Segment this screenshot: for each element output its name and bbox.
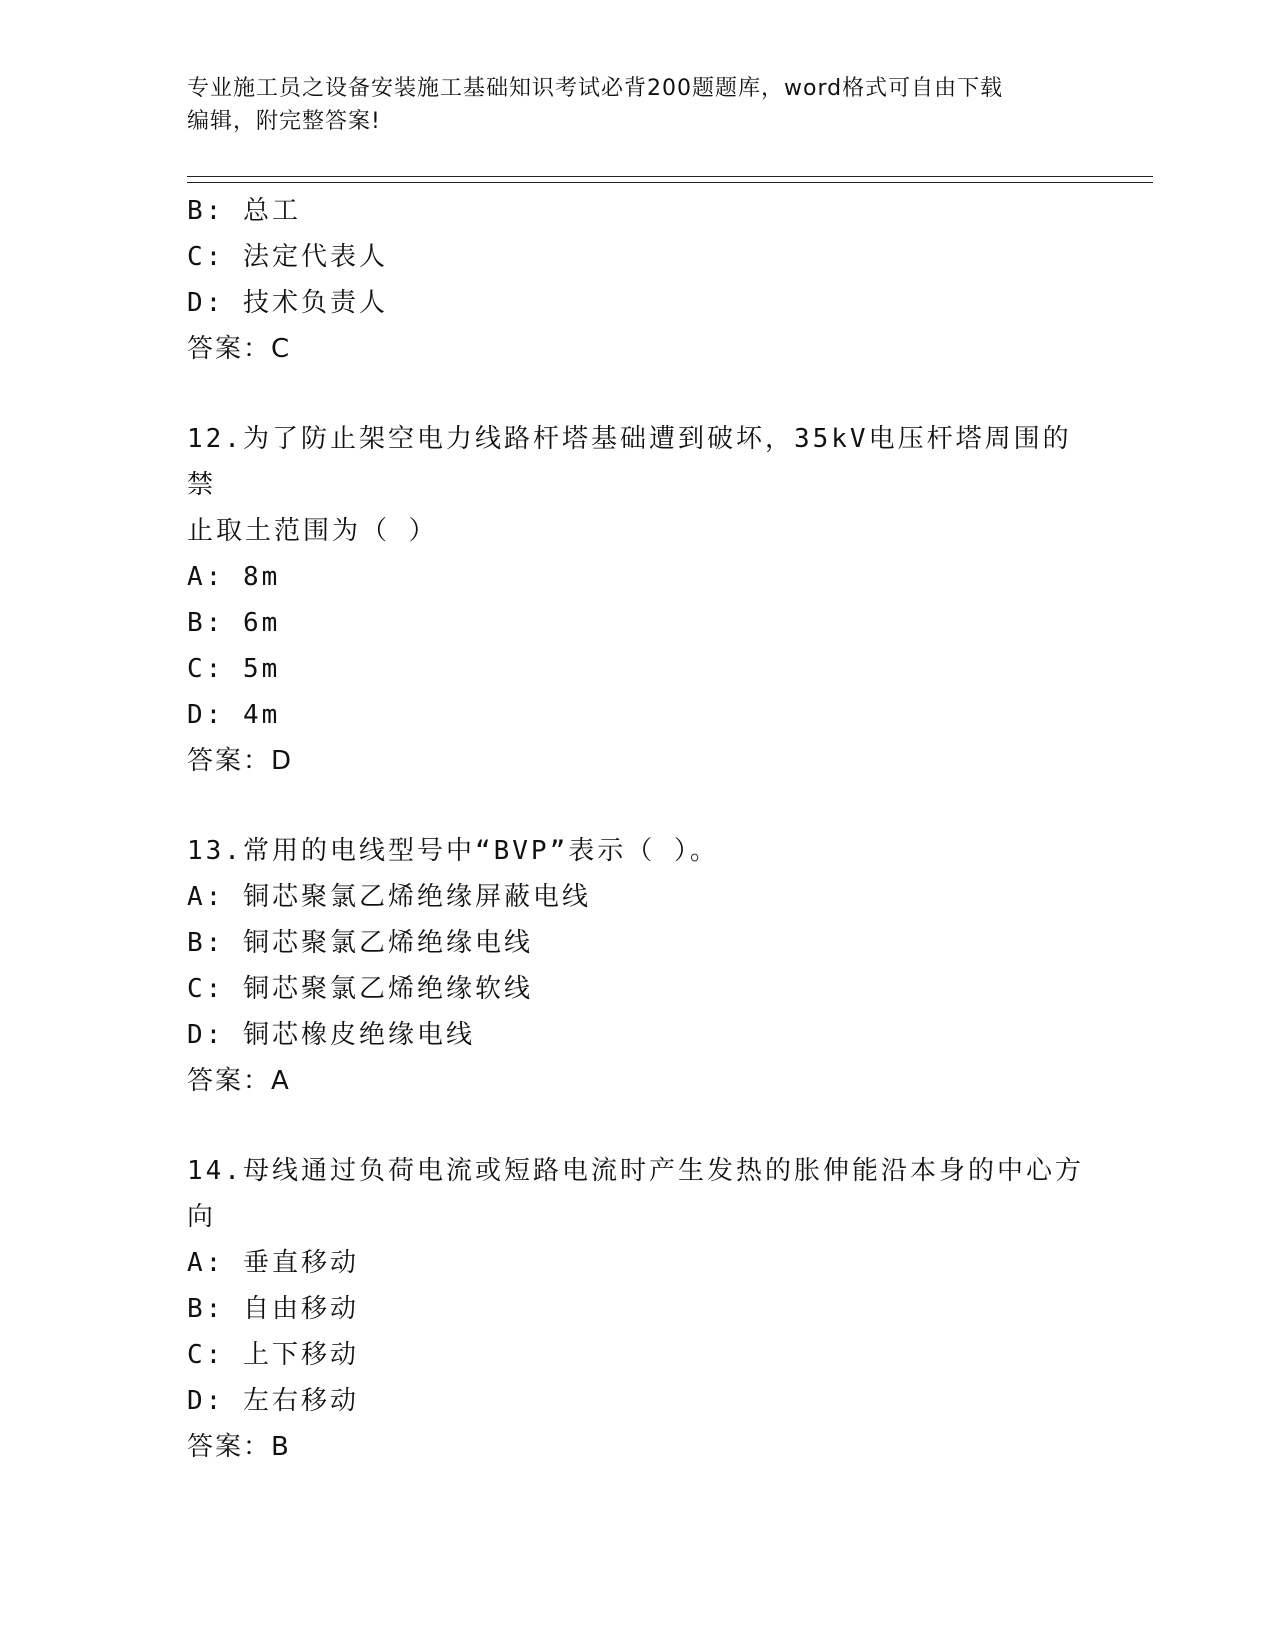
question-11-option-b: B: 总工 (187, 196, 301, 226)
question-12-stem-line-1: 12.为了防止架空电力线路杆塔基础遭到破坏，35kV电压杆塔周围的禁 (187, 424, 1072, 500)
block-spacer (187, 372, 1087, 416)
question-14-option-a: A: 垂直移动 (187, 1248, 359, 1278)
header-title-line-1: 专业施工员之设备安装施工基础知识考试必背200题题库，word格式可自由下载 (187, 76, 1004, 101)
question-13-option-a: A: 铜芯聚氯乙烯绝缘屏蔽电线 (187, 882, 591, 912)
question-11-option-c: C: 法定代表人 (187, 242, 388, 272)
question-12-option-c: C: 5m (187, 654, 281, 684)
question-13-option-d: D: 铜芯橡皮绝缘电线 (187, 1020, 475, 1050)
question-13-option-b: B: 铜芯聚氯乙烯绝缘电线 (187, 928, 533, 958)
question-11-answer: 答案：C (187, 334, 292, 364)
question-12-option-d: D: 4m (187, 700, 281, 730)
question-14-option-c: C: 上下移动 (187, 1340, 359, 1370)
question-12-block (187, 416, 1087, 784)
question-12-stem-line-2: 止取土范围为（ ） (187, 516, 438, 546)
question-14-stem-line-1: 14.母线通过负荷电流或短路电流时产生发热的胀伸能沿本身的中心方 (187, 1156, 1084, 1186)
question-13-answer: 答案：A (187, 1066, 291, 1096)
block-spacer (187, 1104, 1087, 1148)
header-divider-bottom (187, 182, 1153, 183)
document-header (187, 72, 1077, 138)
question-14-stem-line-2: 向 (187, 1202, 217, 1232)
question-12-option-a: A: 8m (187, 562, 281, 592)
block-spacer (187, 784, 1087, 828)
header-divider-top (187, 176, 1153, 177)
question-13-option-c: C: 铜芯聚氯乙烯绝缘软线 (187, 974, 533, 1004)
question-14-block (187, 1148, 1087, 1470)
header-title-line-2: 编辑，附完整答案! (187, 109, 381, 134)
question-14-option-d: D: 左右移动 (187, 1386, 359, 1416)
question-13-stem-line-1: 13.常用的电线型号中“BVP”表示（ ）。 (187, 836, 719, 866)
question-12-answer: 答案：D (187, 746, 294, 776)
question-11-option-d: D: 技术负责人 (187, 288, 388, 318)
question-list (187, 188, 1087, 1470)
question-14-option-b: B: 自由移动 (187, 1294, 359, 1324)
question-13-block (187, 828, 1087, 1104)
question-11-block (187, 188, 1087, 372)
question-12-option-b: B: 6m (187, 608, 281, 638)
question-14-answer: 答案：B (187, 1432, 291, 1462)
